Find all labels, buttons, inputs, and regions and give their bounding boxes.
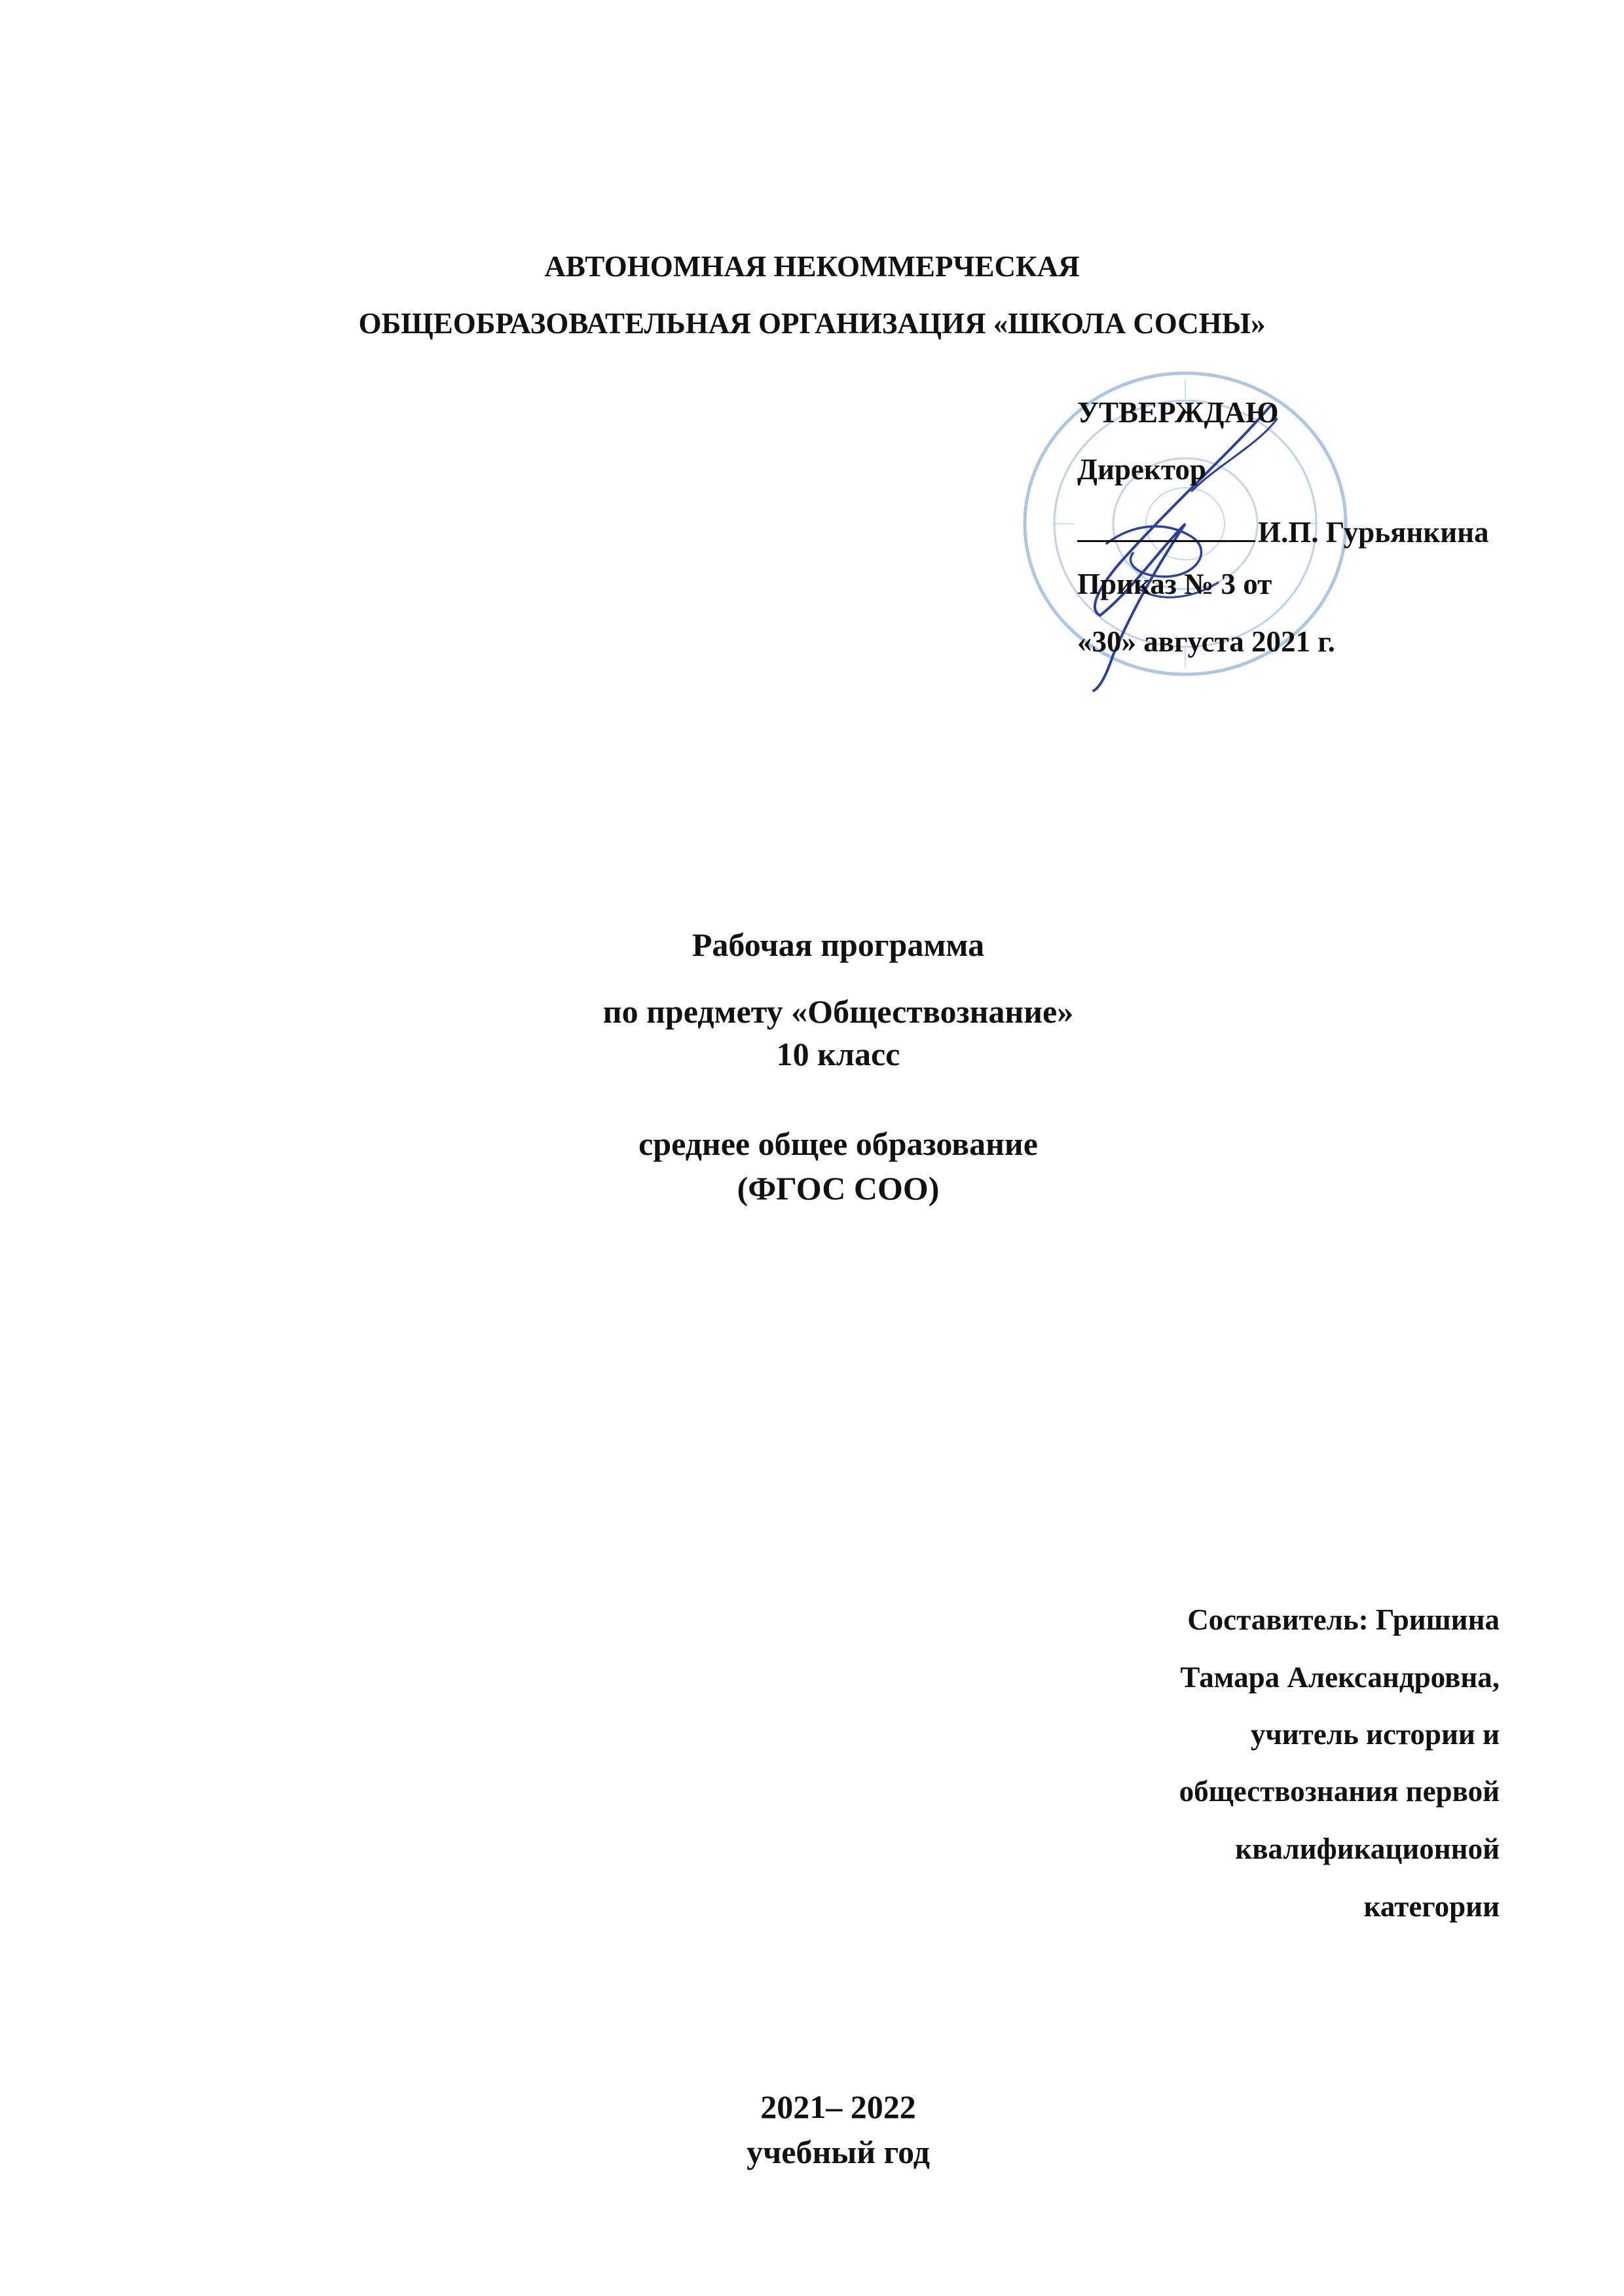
director-position: Директор (1077, 453, 1206, 486)
doc-title: Рабочая программа (692, 926, 985, 963)
doc-grade: 10 класс (776, 1036, 900, 1072)
author-line-5: квалификационной (1235, 1832, 1500, 1865)
order-date: «30» августа 2021 г. (1077, 625, 1335, 658)
author-line-2: Тамара Александровна, (1180, 1661, 1500, 1694)
author-line-4: обществознания первой (1179, 1775, 1500, 1808)
signature-underline (1077, 514, 1255, 542)
org-name-line1: АВТОНОМНАЯ НЕКОММЕРЧЕСКАЯ (544, 250, 1080, 283)
academic-year-label: учебный год (747, 2134, 930, 2170)
doc-standard: (ФГОС СОО) (737, 1170, 940, 1207)
doc-education-level: среднее общее образование (638, 1125, 1038, 1162)
director-name: И.П. Гурьянкина (1258, 516, 1489, 549)
director-signature-line (1077, 514, 1489, 547)
academic-year: 2021– 2022 (760, 2088, 916, 2125)
org-name-line2: ОБЩЕОБРАЗОВАТЕЛЬНАЯ ОРГАНИЗАЦИЯ «ШКОЛА СОСНЫ» (358, 307, 1266, 340)
author-line-3: учитель истории и (1250, 1718, 1500, 1751)
author-line-1: Составитель: Гришина (1187, 1603, 1500, 1636)
author-line-6: категории (1363, 1890, 1500, 1923)
approve-heading: УТВЕРЖДАЮ (1077, 396, 1279, 429)
order-number: Приказ № 3 от (1077, 568, 1272, 600)
doc-subject: по предмету «Обществознание» (602, 993, 1074, 1030)
